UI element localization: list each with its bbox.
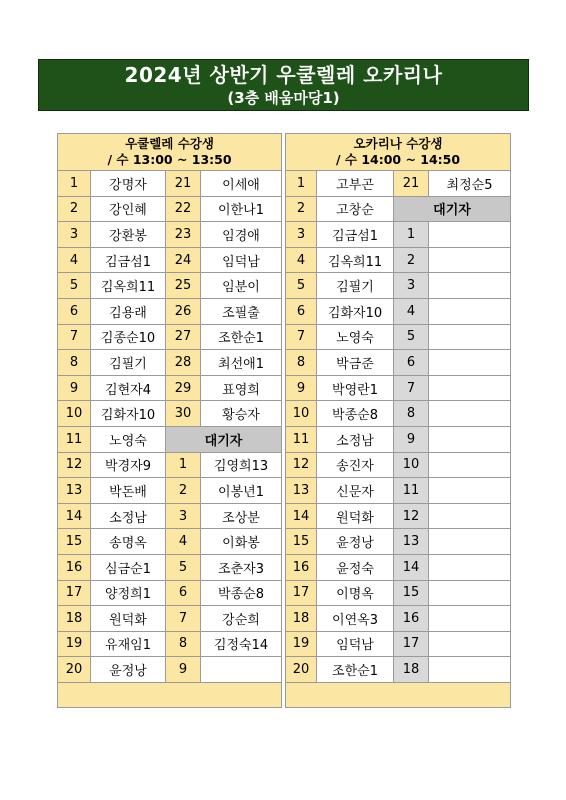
table-row (286, 324, 511, 350)
student-name: 고부곤 (317, 171, 394, 197)
table-row (286, 401, 511, 427)
student-name: 윤정낭 (91, 657, 166, 683)
student-number: 17 (58, 580, 91, 606)
student-name: 유재임1 (91, 631, 166, 657)
student-name: 원덕화 (91, 606, 166, 632)
student-number: 3 (286, 222, 317, 248)
table-row (58, 529, 282, 555)
student-number: 7 (286, 324, 317, 350)
waitlist-number: 8 (166, 631, 201, 657)
ocarina-header (286, 134, 511, 171)
ukulele-header (58, 134, 282, 171)
student-name: 박금준 (317, 350, 394, 376)
page-title: 2024년 상반기 우쿨렐레 오카리나 (124, 63, 443, 87)
student-number: 1 (58, 171, 91, 197)
waitlist-number: 5 (394, 324, 429, 350)
waitlist-name (429, 554, 511, 580)
student-number: 12 (286, 452, 317, 478)
table-row (58, 171, 282, 197)
table-row (286, 247, 511, 273)
waitlist-name (429, 631, 511, 657)
ukulele-header-title: 우쿨렐레 수강생 (125, 136, 214, 151)
table-row (286, 350, 511, 376)
student-number: 21 (166, 171, 201, 197)
student-number: 30 (166, 401, 201, 427)
table-row (58, 401, 282, 427)
student-number: 12 (58, 452, 91, 478)
student-number: 24 (166, 247, 201, 273)
student-number: 16 (286, 554, 317, 580)
waitlist-number: 6 (166, 580, 201, 606)
table-row (286, 452, 511, 478)
student-number: 11 (58, 426, 91, 452)
footer-cell (286, 682, 511, 708)
ukulele-roster-table (57, 133, 282, 708)
waitlist-number: 10 (394, 452, 429, 478)
waitlist-name (429, 452, 511, 478)
student-number: 20 (286, 657, 317, 683)
student-number: 26 (166, 298, 201, 324)
waitlist-name (429, 247, 511, 273)
table-row (286, 554, 511, 580)
table-row (286, 657, 511, 683)
table-row (58, 350, 282, 376)
student-name: 윤정낭 (317, 529, 394, 555)
student-number: 13 (286, 478, 317, 504)
student-number: 6 (58, 298, 91, 324)
student-name: 김종순10 (91, 324, 166, 350)
ocarina-header-time: / 수 14:00 ~ 14:50 (335, 152, 461, 167)
student-name: 심금순1 (91, 554, 166, 580)
waitlist-name: 이화봉 (201, 529, 282, 555)
waitlist-name (429, 580, 511, 606)
waitlist-number: 9 (166, 657, 201, 683)
student-name: 임경애 (201, 222, 282, 248)
waitlist-name: 강순희 (201, 606, 282, 632)
waitlist-name (429, 350, 511, 376)
student-number: 4 (58, 247, 91, 273)
waitlist-name (429, 478, 511, 504)
student-number: 3 (58, 222, 91, 248)
waitlist-number: 4 (166, 529, 201, 555)
student-number: 17 (286, 580, 317, 606)
table-row (286, 171, 511, 197)
student-name: 소정남 (317, 426, 394, 452)
student-number: 5 (286, 273, 317, 299)
student-number: 9 (286, 375, 317, 401)
table-row (58, 375, 282, 401)
student-number: 14 (286, 503, 317, 529)
table-row (58, 247, 282, 273)
student-name: 김금섬1 (91, 247, 166, 273)
student-name: 김화자10 (317, 298, 394, 324)
table-row (58, 554, 282, 580)
student-name: 김필기 (91, 350, 166, 376)
student-number: 22 (166, 196, 201, 222)
table-row (58, 273, 282, 299)
student-number: 21 (394, 171, 429, 197)
waitlist-name (201, 657, 282, 683)
student-name: 임분이 (201, 273, 282, 299)
student-number: 19 (58, 631, 91, 657)
table-row (58, 196, 282, 222)
student-number: 28 (166, 350, 201, 376)
table-row (58, 426, 282, 452)
student-number: 6 (286, 298, 317, 324)
student-number: 15 (58, 529, 91, 555)
waitlist-number: 16 (394, 606, 429, 632)
waitlist-number: 14 (394, 554, 429, 580)
waitlist-label: 대기자 (166, 426, 282, 452)
student-number: 23 (166, 222, 201, 248)
student-number: 19 (286, 631, 317, 657)
waitlist-number: 3 (394, 273, 429, 299)
student-number: 2 (286, 196, 317, 222)
student-number: 4 (286, 247, 317, 273)
student-number: 27 (166, 324, 201, 350)
student-number: 11 (286, 426, 317, 452)
student-number: 5 (58, 273, 91, 299)
waitlist-number: 3 (166, 503, 201, 529)
waitlist-number: 8 (394, 401, 429, 427)
waitlist-number: 5 (166, 554, 201, 580)
table-row (58, 478, 282, 504)
table-row (286, 529, 511, 555)
waitlist-name: 조춘자3 (201, 554, 282, 580)
table-row (286, 478, 511, 504)
student-name: 김옥희11 (317, 247, 394, 273)
waitlist-name (429, 426, 511, 452)
student-name: 송진자 (317, 452, 394, 478)
student-name: 신문자 (317, 478, 394, 504)
waitlist-number: 15 (394, 580, 429, 606)
student-name: 이명옥 (317, 580, 394, 606)
student-number: 29 (166, 375, 201, 401)
student-name: 김현자4 (91, 375, 166, 401)
student-name: 박경자9 (91, 452, 166, 478)
student-number: 8 (58, 350, 91, 376)
student-number: 8 (286, 350, 317, 376)
table-row (58, 580, 282, 606)
student-name: 강환봉 (91, 222, 166, 248)
table-row (286, 273, 511, 299)
waitlist-number: 1 (166, 452, 201, 478)
student-number: 15 (286, 529, 317, 555)
waitlist-number: 9 (394, 426, 429, 452)
student-name: 임덕남 (201, 247, 282, 273)
waitlist-number: 13 (394, 529, 429, 555)
waitlist-name (429, 503, 511, 529)
student-name: 김용래 (91, 298, 166, 324)
student-name: 강명자 (91, 171, 166, 197)
student-number: 18 (286, 606, 317, 632)
waitlist-name: 김정숙14 (201, 631, 282, 657)
table-row (286, 503, 511, 529)
student-number: 9 (58, 375, 91, 401)
student-number: 13 (58, 478, 91, 504)
table-row (286, 375, 511, 401)
student-number: 10 (58, 401, 91, 427)
student-name: 송명옥 (91, 529, 166, 555)
waitlist-name: 김영희13 (201, 452, 282, 478)
table-row (58, 298, 282, 324)
student-name: 조한순1 (317, 657, 394, 683)
table-row (58, 657, 282, 683)
waitlist-number: 18 (394, 657, 429, 683)
student-name: 노영숙 (317, 324, 394, 350)
student-name: 조필출 (201, 298, 282, 324)
student-name: 임덕남 (317, 631, 394, 657)
waitlist-name (429, 298, 511, 324)
student-number: 1 (286, 171, 317, 197)
waitlist-label: 대기자 (394, 196, 511, 222)
page-subtitle: (3층 배움마당1) (227, 89, 340, 107)
student-name: 노영숙 (91, 426, 166, 452)
waitlist-name: 이봉년1 (201, 478, 282, 504)
waitlist-name (429, 375, 511, 401)
student-name: 이세애 (201, 171, 282, 197)
student-name: 이연옥3 (317, 606, 394, 632)
student-name: 김필기 (317, 273, 394, 299)
student-name: 김화자10 (91, 401, 166, 427)
table-row (286, 606, 511, 632)
table-row (286, 631, 511, 657)
student-name: 황승자 (201, 401, 282, 427)
table-row (58, 222, 282, 248)
student-number: 7 (58, 324, 91, 350)
waitlist-name: 박종순8 (201, 580, 282, 606)
table-row (58, 606, 282, 632)
student-name: 김금섬1 (317, 222, 394, 248)
student-name: 최선애1 (201, 350, 282, 376)
footer-cell (58, 682, 282, 708)
student-number: 16 (58, 554, 91, 580)
table-row (58, 452, 282, 478)
student-name: 원덕화 (317, 503, 394, 529)
table-footer (286, 682, 511, 708)
table-row (58, 503, 282, 529)
student-number: 20 (58, 657, 91, 683)
student-name: 최정순5 (429, 171, 511, 197)
waitlist-number: 17 (394, 631, 429, 657)
waitlist-name (429, 401, 511, 427)
table-footer (58, 682, 282, 708)
waitlist-name: 조상분 (201, 503, 282, 529)
waitlist-number: 12 (394, 503, 429, 529)
student-number: 10 (286, 401, 317, 427)
student-name: 박돈배 (91, 478, 166, 504)
student-number: 2 (58, 196, 91, 222)
student-name: 이한나1 (201, 196, 282, 222)
title-banner (38, 59, 529, 111)
table-row (286, 426, 511, 452)
waitlist-name (429, 273, 511, 299)
waitlist-number: 7 (166, 606, 201, 632)
waitlist-number: 2 (394, 247, 429, 273)
waitlist-number: 11 (394, 478, 429, 504)
student-name: 조한순1 (201, 324, 282, 350)
student-name: 소정남 (91, 503, 166, 529)
table-row (286, 222, 511, 248)
student-name: 표영희 (201, 375, 282, 401)
student-name: 박종순8 (317, 401, 394, 427)
waitlist-number: 2 (166, 478, 201, 504)
waitlist-number: 1 (394, 222, 429, 248)
waitlist-name (429, 606, 511, 632)
waitlist-name (429, 324, 511, 350)
student-name: 윤정숙 (317, 554, 394, 580)
ocarina-header-title: 오카리나 수강생 (353, 136, 443, 151)
waitlist-name (429, 222, 511, 248)
waitlist-number: 4 (394, 298, 429, 324)
waitlist-name (429, 657, 511, 683)
ocarina-roster-table (285, 133, 511, 708)
student-name: 박영란1 (317, 375, 394, 401)
ukulele-header-time: / 수 13:00 ~ 13:50 (107, 152, 232, 167)
student-name: 고창순 (317, 196, 394, 222)
student-name: 강인혜 (91, 196, 166, 222)
student-name: 김옥희11 (91, 273, 166, 299)
table-row (58, 324, 282, 350)
student-number: 25 (166, 273, 201, 299)
waitlist-number: 7 (394, 375, 429, 401)
table-row (286, 580, 511, 606)
table-row (286, 196, 511, 222)
table-row (286, 298, 511, 324)
student-number: 14 (58, 503, 91, 529)
table-row (58, 631, 282, 657)
waitlist-number: 6 (394, 350, 429, 376)
student-name: 양정희1 (91, 580, 166, 606)
student-number: 18 (58, 606, 91, 632)
waitlist-name (429, 529, 511, 555)
